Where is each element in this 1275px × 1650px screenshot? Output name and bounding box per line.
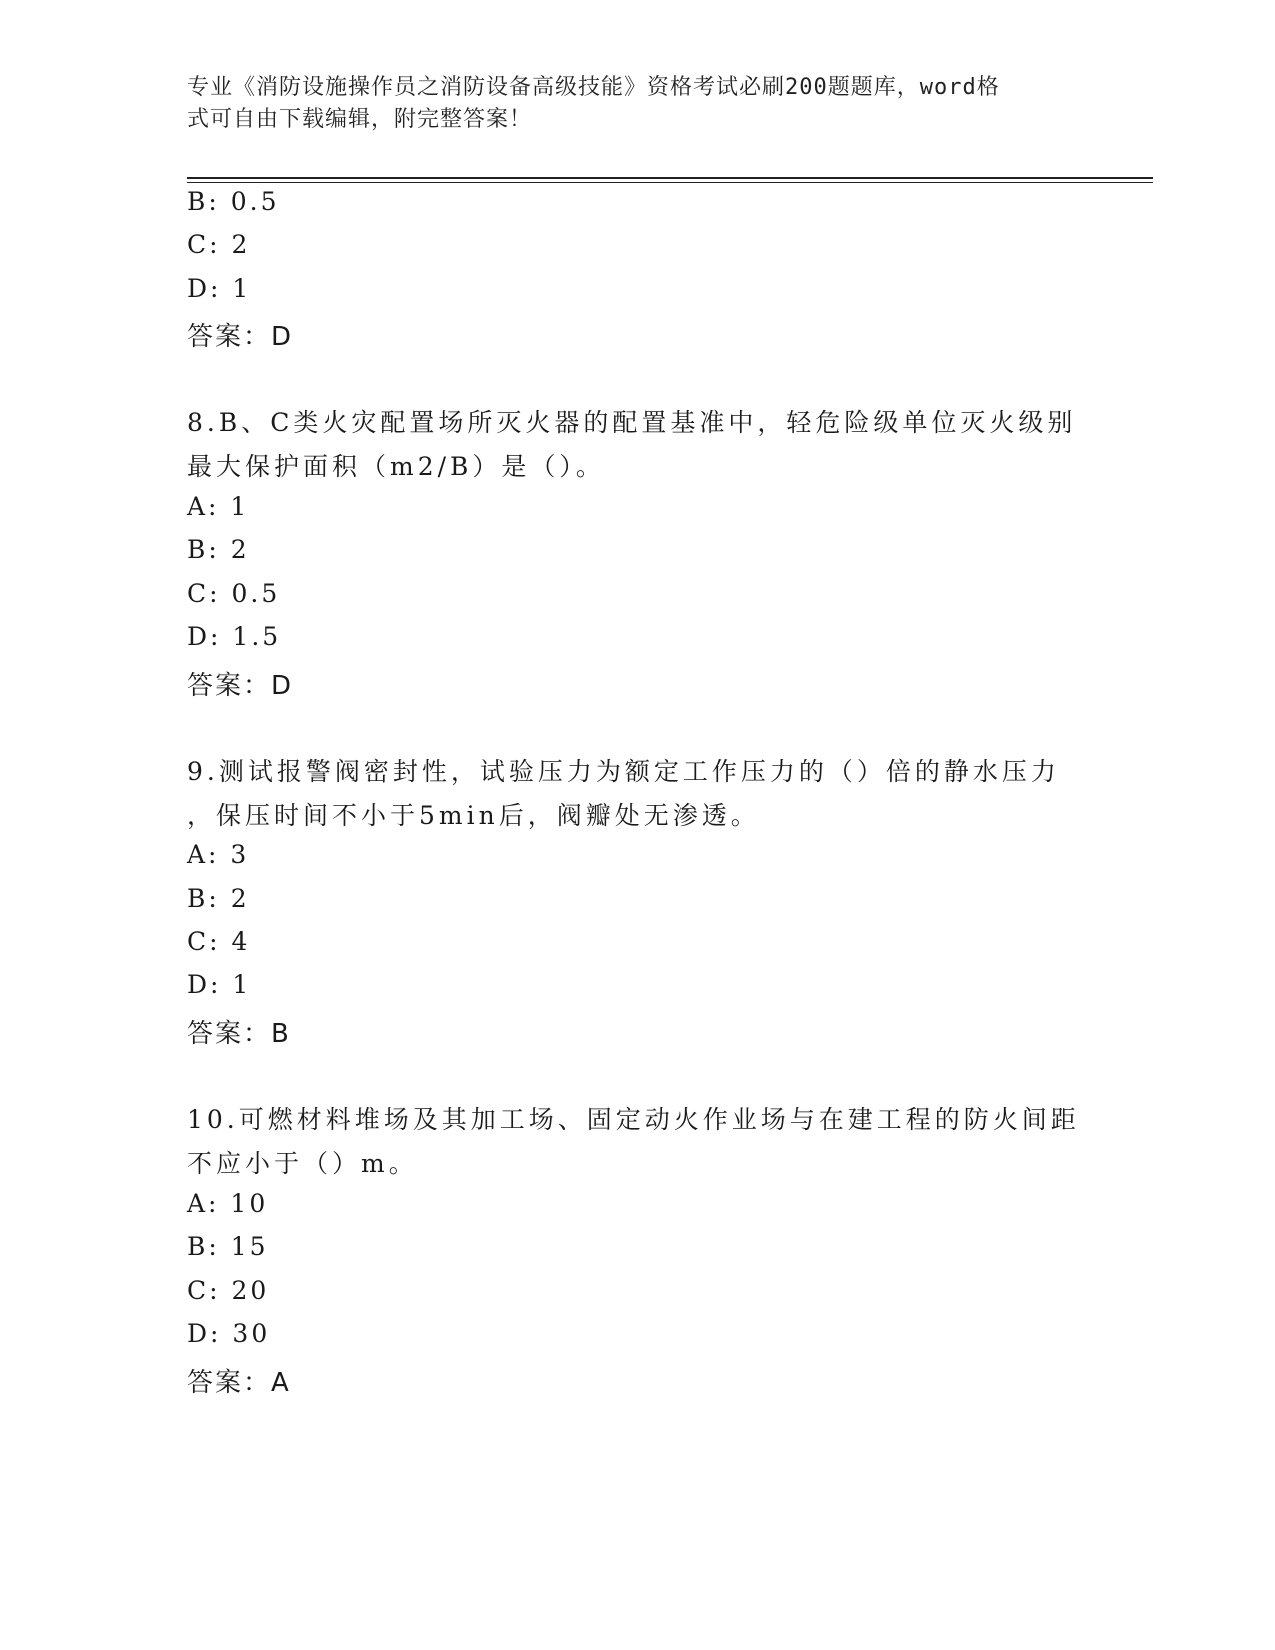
header-line-2: 式可自由下载编辑，附完整答案！: [187, 107, 533, 132]
question-9-option-a: A: 3: [187, 840, 250, 869]
question-10-answer: 答案：A: [187, 1368, 291, 1398]
document-header: [187, 72, 1067, 136]
question-9-text-line-1: 9.测试报警阀密封性，试验压力为额定工作压力的（）倍的静水压力: [187, 757, 1060, 786]
question-9-option-c: C: 4: [187, 927, 251, 956]
question-8-option-a: A: 1: [187, 492, 250, 521]
question-9-text-line-2: ，保压时间不小于5min后，阀瓣处无渗透。: [187, 801, 760, 830]
question-8-option-d: D: 1.5: [187, 622, 282, 651]
question-10-text-line-1: 10.可燃材料堆场及其加工场、固定动火作业场与在建工程的防火间距: [187, 1105, 1080, 1134]
question-8-answer: 答案：D: [187, 671, 294, 701]
prev-option-c: C: 2: [187, 230, 251, 259]
question-9-answer: 答案：B: [187, 1019, 291, 1049]
question-9-option-d: D: 1: [187, 970, 252, 999]
question-8-text-line-2: 最大保护面积（m2/B）是（）。: [187, 452, 605, 481]
header-line-1: 专业《消防设施操作员之消防设备高级技能》资格考试必刷200题题库，word格: [187, 75, 1000, 100]
question-10-option-a: A: 10: [187, 1189, 269, 1218]
question-9-option-b: B: 2: [187, 884, 250, 913]
header-divider-top: [187, 177, 1153, 179]
question-8-text-line-1: 8.B、C类火灾配置场所灭火器的配置基准中，轻危险级单位灭火级别: [187, 408, 1077, 437]
prev-answer: 答案：D: [187, 322, 294, 352]
header-divider-bottom: [187, 182, 1153, 183]
question-8-option-c: C: 0.5: [187, 579, 281, 608]
question-10-text-line-2: 不应小于（）m。: [187, 1149, 418, 1178]
question-8-option-b: B: 2: [187, 535, 250, 564]
question-10-option-d: D: 30: [187, 1319, 271, 1348]
prev-option-d: D: 1: [187, 274, 252, 303]
question-10-option-b: B: 15: [187, 1232, 269, 1261]
question-10-option-c: C: 20: [187, 1276, 270, 1305]
prev-option-b: B: 0.5: [187, 187, 280, 216]
